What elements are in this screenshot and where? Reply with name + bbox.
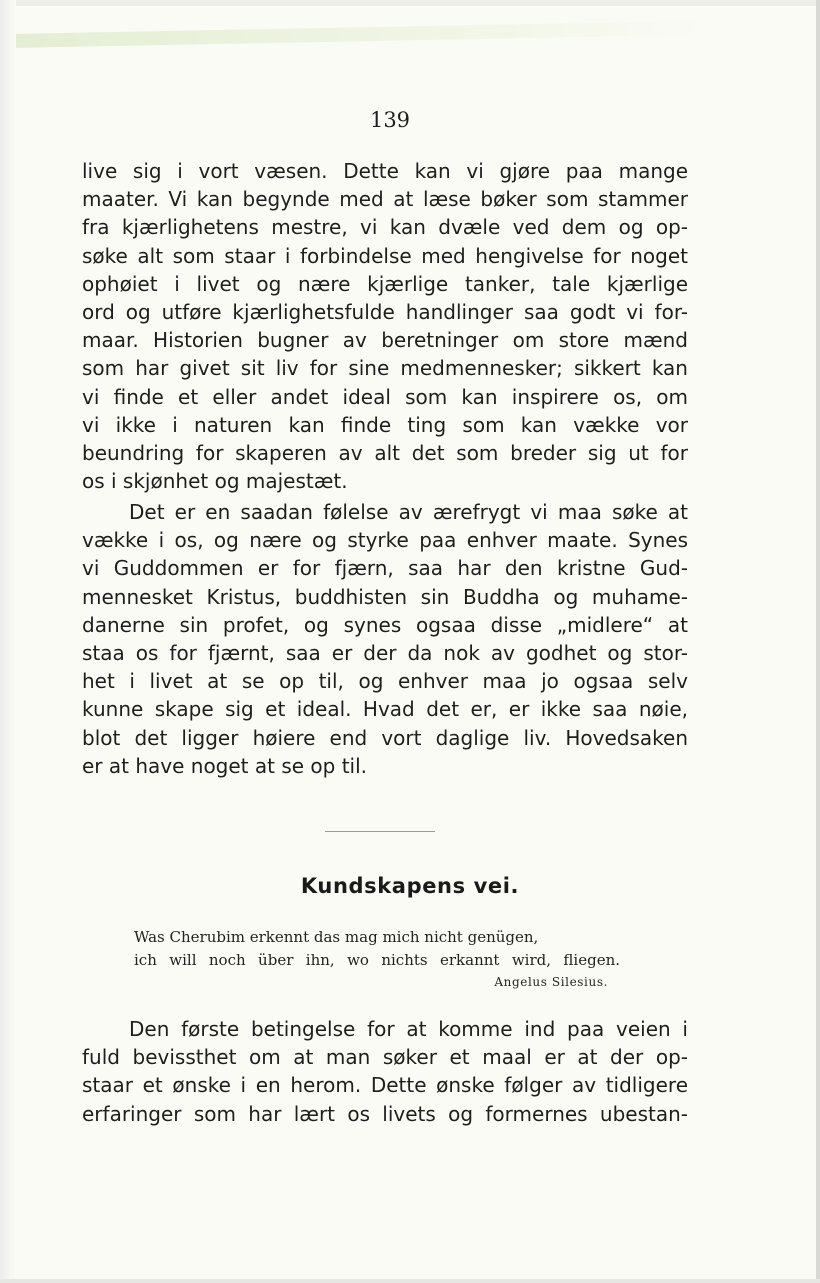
- paragraph-1: [82, 157, 688, 495]
- text-line: vække i os, og nære og styrke paa enhver maate. Synes: [82, 528, 688, 553]
- text-line: vi Guddommen er for fjærn, saa har den kristne Gud-: [82, 556, 688, 581]
- text-line: maater. Vi kan begynde med at læse bøker som stammer: [82, 187, 688, 212]
- text-line: maar. Historien bugner av beretninger om store mænd: [82, 328, 688, 353]
- text-line: kunne skape sig et ideal. Hvad det er, er ikke saa nøie,: [82, 697, 688, 722]
- text-line: fuld bevissthet om at man søker et maal er at der op-: [82, 1045, 688, 1070]
- page-bottom-edge: [0, 1279, 820, 1283]
- page-left-edge: [0, 0, 16, 1283]
- page-number: 139: [369, 108, 411, 132]
- text-line: ord og utføre kjærlighetsfulde handlinger saa godt vi for-: [82, 299, 688, 324]
- text-line: er at have noget at se op til.: [82, 753, 368, 778]
- text-line: som har givet sit liv for sine medmennesker; sikkert kan: [82, 356, 688, 381]
- text-line: mennesket Kristus, buddhisten sin Buddha og muhame-: [82, 584, 688, 609]
- epigraph: [134, 926, 620, 972]
- page-top-edge: [0, 0, 820, 6]
- epigraph-line: Was Cherubim erkennt das mag mich nicht genügen,: [134, 928, 539, 946]
- paragraph-3: [82, 1015, 688, 1128]
- section-divider: [325, 831, 435, 832]
- section-heading: Kundskapens vei.: [300, 874, 520, 898]
- text-line: beundring for skaperen av alt det som breder sig ut for: [82, 440, 688, 465]
- text-line: os i skjønhet og majestæt.: [82, 469, 348, 494]
- text-line: søke alt som staar i forbindelse med hengivelse for noget: [82, 243, 688, 268]
- text-line: Det er en saadan følelse av ærefrygt vi maa søke at: [129, 500, 688, 524]
- text-line: staa os for fjærnt, saa er der da nok av godhet og stor-: [82, 640, 688, 665]
- text-line: het i livet at se op til, og enhver maa jo ogsaa selv: [82, 669, 688, 694]
- text-line: Den første betingelse for at komme ind paa veien i: [129, 1017, 688, 1041]
- text-line: vi finde et eller andet ideal som kan inspirere os, om: [82, 384, 688, 409]
- paragraph-2: [82, 498, 688, 780]
- page-right-edge: [816, 0, 820, 1283]
- text-line: fra kjærlighetens mestre, vi kan dvæle ved dem og op-: [82, 215, 688, 240]
- epigraph-attribution: Angelus Silesius.: [494, 975, 608, 989]
- text-line: danerne sin profet, og synes ogsaa disse „midlere“ at: [82, 612, 688, 637]
- text-line: blot det ligger høiere end vort daglige liv. Hovedsaken: [82, 725, 688, 750]
- text-line: erfaringer som har lært os livets og formernes ubestan-: [82, 1101, 688, 1126]
- epigraph-line: ich will noch über ihn, wo nichts erkannt wird, fliegen.: [134, 951, 620, 969]
- text-line: staar et ønske i en herom. Dette ønske følger av tidligere: [82, 1073, 688, 1098]
- text-line: vi ikke i naturen kan finde ting som kan vække vor: [82, 412, 688, 437]
- text-line: ophøiet i livet og nære kjærlige tanker, tale kjærlige: [82, 271, 688, 296]
- paper-stain: [10, 21, 710, 48]
- text-line: live sig i vort væsen. Dette kan vi gjøre paa mange: [82, 159, 688, 183]
